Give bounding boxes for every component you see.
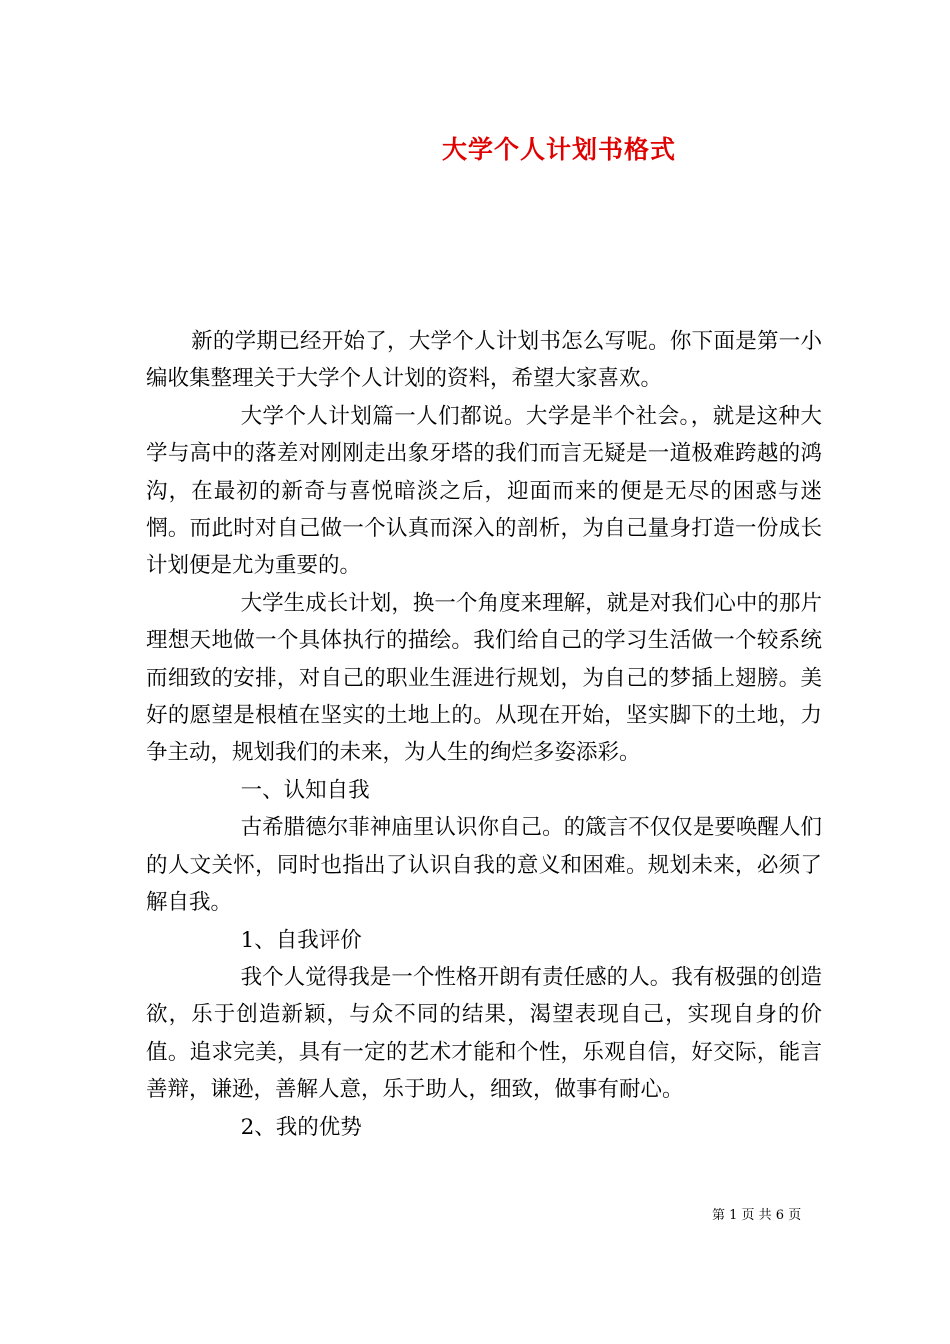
paragraph-growth-plan: 大学生成长计划，换一个角度来理解，就是对我们心中的那片理想天地做一个具体执行的描绘。我们给自己的学习生活做一个较系统而细致的安排，对自己的职业生涯进行规划，为自己的梦插上翅膀。美好的愿望是根植在坚实的土地上的。从现在开始，坚实脚下的土地，力争主动，规划我们的未来，为人生的绚烂多姿添彩。 [146,590,822,766]
paragraph-plan-one: 大学个人计划篇一人们都说。大学是半个社会。，就是这种大学与高中的落差对刚刚走出象牙塔的我们而言无疑是一道极难跨越的鸿沟，在最初的新奇与喜悦暗淡之后，迎面而来的便是无尽的困惑与迷惘。而此时对自己做一个认真而深入的剖析，为自己量身打造一份成长计划便是尤为重要的。 [146,403,822,579]
paragraph-intro: 新的学期已经开始了，大学个人计划书怎么写呢。你下面是第一小编收集整理关于大学个人计划的资料，希望大家喜欢。 [146,329,822,392]
subheading-self-evaluation: 1、自我评价 [240,927,362,953]
document-title: 大学个人计划书格式 [441,135,676,164]
document-body [146,323,822,1146]
paragraph-delphi: 古希腊德尔菲神庙里认识你自己。的箴言不仅仅是要唤醒人们的人文关怀，同时也指出了认识自我的意义和困难。规划未来，必须了解自我。 [146,815,822,916]
paragraph-self-evaluation: 我个人觉得我是一个性格开朗有责任感的人。我有极强的创造欲，乐于创造新颖，与众不同的结果，渴望表现自己，实现自身的价值。追求完美，具有一定的艺术才能和个性，乐观自信，好交际，能言善辩，谦逊，善解人意，乐于助人，细致，做事有耐心。 [146,964,822,1103]
subheading-my-strengths: 2、我的优势 [240,1114,362,1140]
page-number: 第 1 页 共 6 页 [712,1208,802,1223]
section-heading-self-awareness: 一、认知自我 [240,777,370,803]
